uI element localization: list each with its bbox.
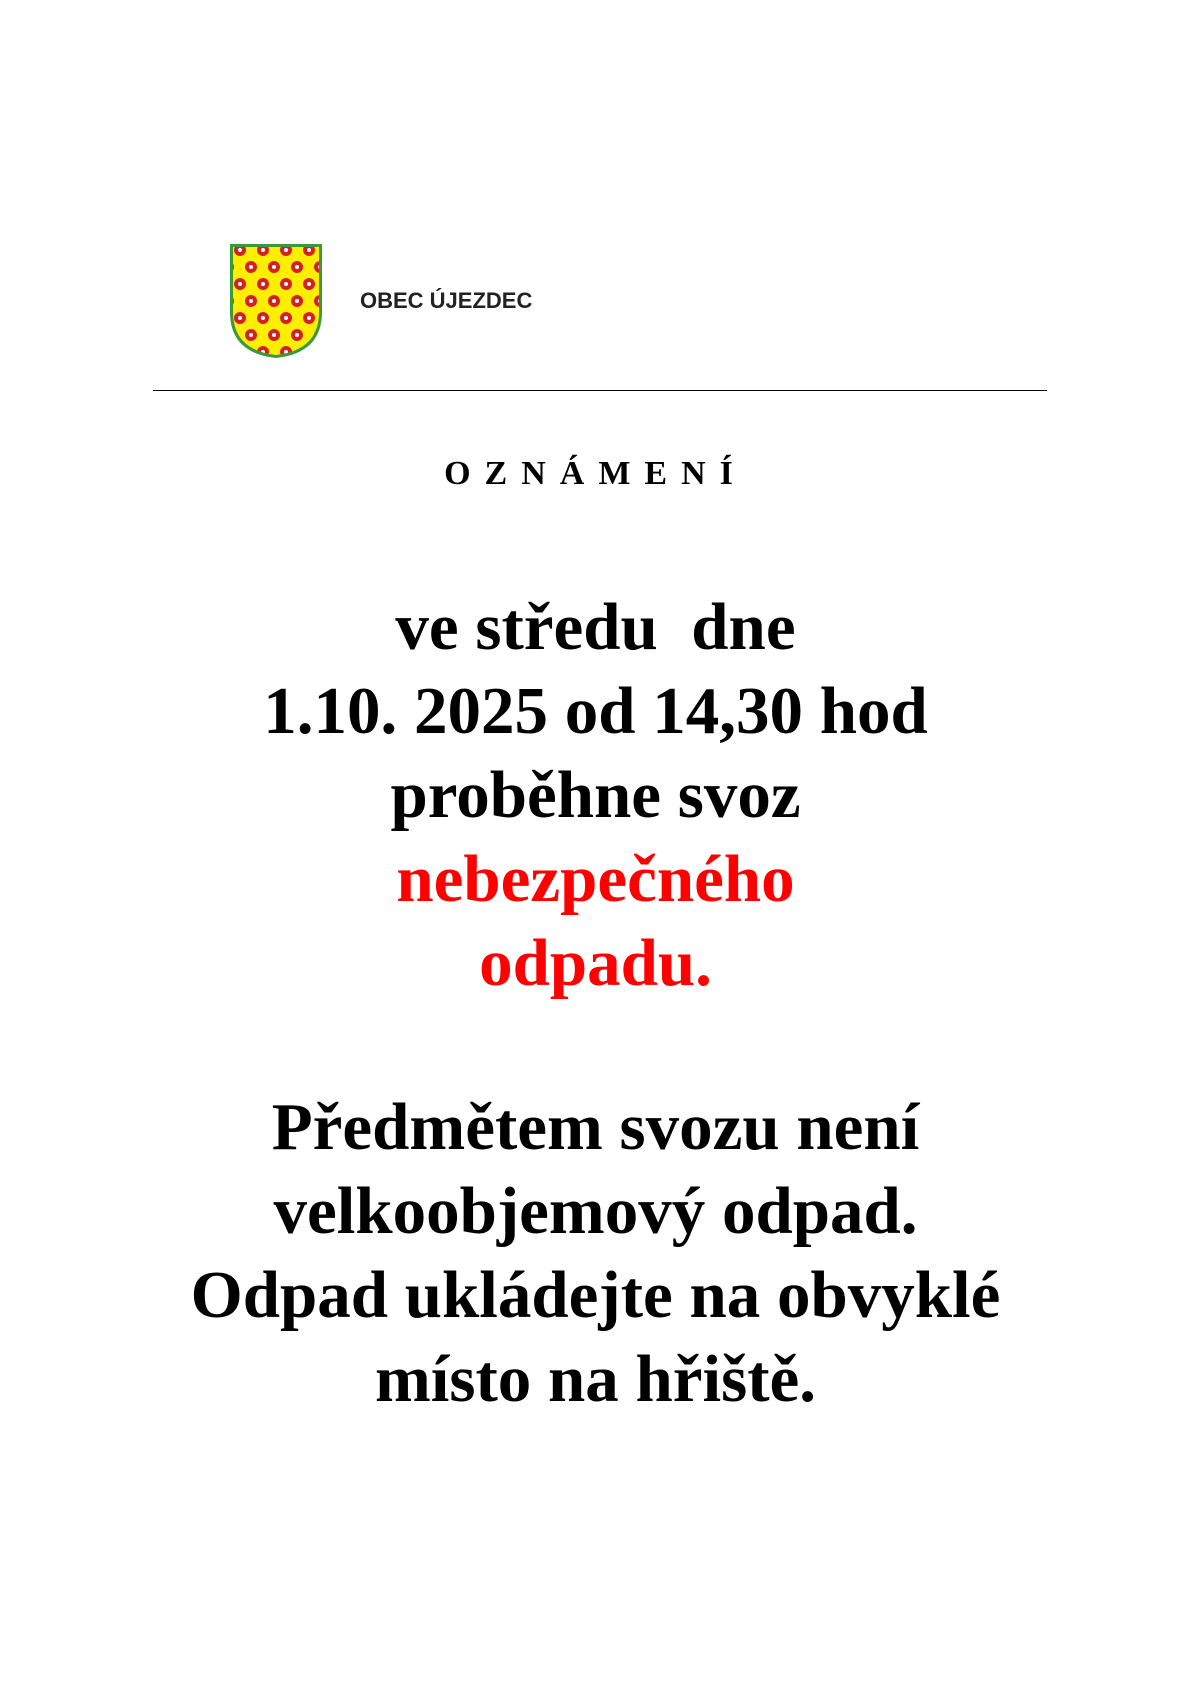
note-line: velkoobjemový odpad.	[273, 1174, 918, 1248]
announcement-line: proběhne svoz	[390, 758, 801, 832]
rose-emblem	[303, 278, 315, 290]
rose-emblem	[245, 261, 257, 273]
rose-emblem	[245, 295, 257, 307]
document-title: OZNÁMENÍ	[444, 455, 747, 492]
rose-emblem	[234, 312, 246, 324]
header-divider	[153, 390, 1047, 391]
rose-emblem	[257, 312, 269, 324]
note-text	[0, 1085, 1191, 1421]
rose-emblem	[234, 346, 246, 358]
rose-emblem	[303, 312, 315, 324]
rose-emblem	[245, 329, 257, 341]
announcement-text	[0, 585, 1191, 1005]
rose-emblem	[268, 295, 280, 307]
hazardous-waste-highlight: nebezpečného	[396, 842, 795, 916]
rose-emblem	[268, 261, 280, 273]
rose-emblem	[291, 261, 303, 273]
announcement-line: ve středu dne	[395, 590, 796, 664]
hazardous-waste-highlight: odpadu.	[479, 926, 712, 1000]
rose-emblem	[291, 329, 303, 341]
rose-emblem	[291, 295, 303, 307]
rose-emblem	[257, 278, 269, 290]
rose-emblem	[268, 329, 280, 341]
organization-name: OBEC ÚJEZDEC	[360, 288, 533, 313]
rose-emblem	[234, 278, 246, 290]
rose-emblem	[280, 278, 292, 290]
note-line: Odpad ukládejte na obvyklé	[190, 1258, 1001, 1332]
note-line: místo na hřiště.	[374, 1342, 817, 1416]
coat-of-arms-logo	[228, 242, 324, 360]
rose-emblem	[280, 312, 292, 324]
announcement-line: 1.10. 2025 od 14,30 hod	[263, 674, 928, 748]
note-line: Předmětem svozu není	[271, 1090, 920, 1164]
